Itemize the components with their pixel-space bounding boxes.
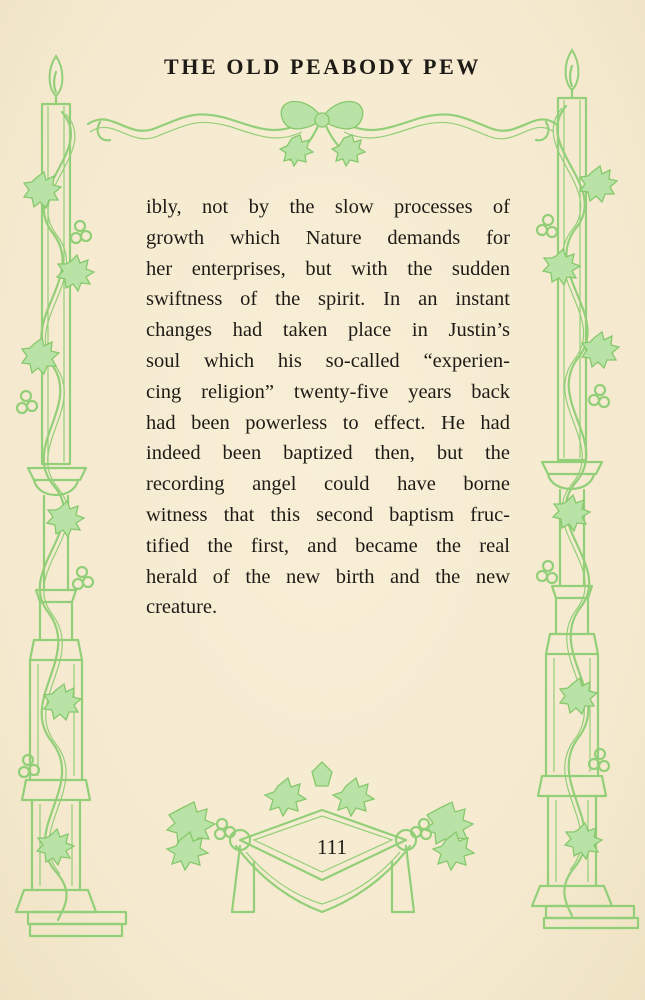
text-line: indeed been baptized then, but the (146, 442, 510, 465)
text-line: witness that this second baptism fruc- (146, 503, 510, 526)
text-line: her enterprises, but with the sudden (146, 257, 510, 280)
text-line: ibly, not by the slow processes of (146, 196, 510, 218)
text-line: tified the first, and became the real (146, 534, 510, 557)
text-line: had been powerless to effect. He had (146, 411, 510, 434)
text-line: recording angel could have borne (146, 473, 510, 496)
left-candle-ornament (16, 56, 126, 936)
text-line: changes had taken place in Justin’s (146, 319, 510, 342)
right-candle-ornament (532, 50, 638, 928)
body-text (146, 192, 510, 623)
text-line: soul which his so-called “experien- (146, 349, 510, 372)
text-line: growth which Nature demands for (146, 226, 510, 249)
text-line: swiftness of the spirit. In an instant (146, 288, 510, 311)
text-line: cing religion” twenty-five years back (146, 380, 510, 403)
top-ribbon-garland (88, 101, 556, 166)
running-head: THE OLD PEABODY PEW (164, 54, 481, 79)
text-line: herald of the new birth and the new (146, 565, 510, 588)
page-number: 111 (317, 835, 347, 859)
text-line: creature. (146, 596, 218, 619)
